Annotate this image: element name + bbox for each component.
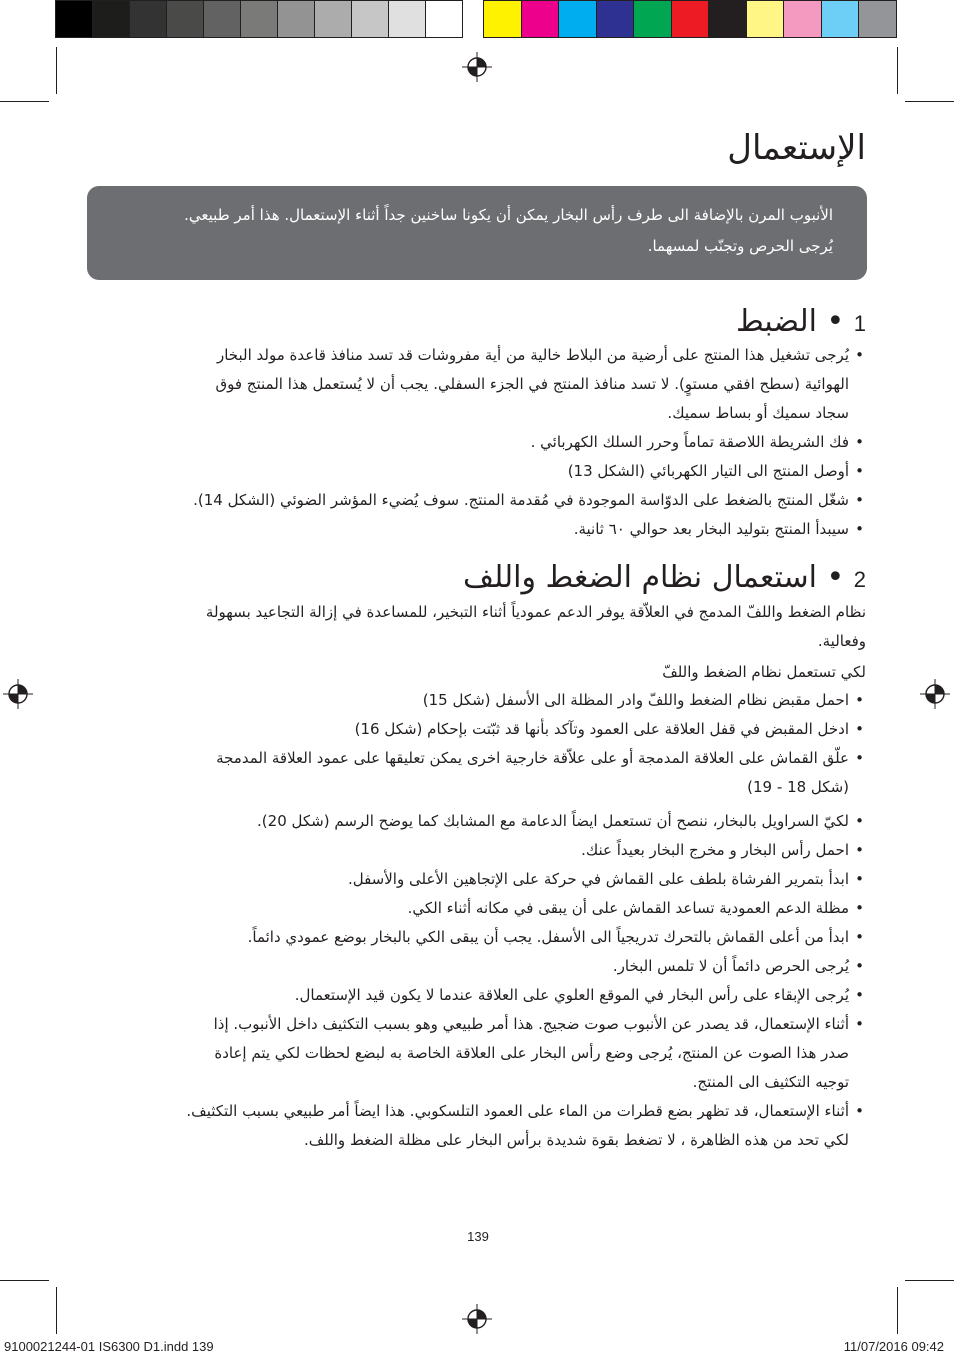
color-swatch — [596, 0, 635, 38]
list-item-line: • أثناء الإستعمال، قد تظهر بضع قطرات من الماء على العمود التلسكوبي. هذا ايضاً أمر طبيعي بسبب التكثيف. — [186, 1102, 849, 1120]
color-swatch — [166, 0, 204, 38]
registration-mark-icon — [462, 1304, 492, 1334]
list-item-line: لكي تحد من هذه الظاهرة ، لا تضغط بقوة شديدة برأس البخار على مظلة الضغط واللف. — [303, 1131, 849, 1149]
crop-mark — [897, 1287, 898, 1334]
process-color-bar — [483, 0, 896, 40]
color-swatch — [425, 0, 463, 38]
list-item-line: • مظلة الدعم العمودية تساعد القماش على أن يبقى في مكانه أثناء الكي. — [407, 899, 849, 917]
list-item — [186, 981, 864, 1010]
list-item-line: • احمل رأس البخار و مخرج البخار بعيداً عنك. — [581, 841, 849, 859]
list-item-line: • ابدأ من أعلى القماش بالتحرك تدريجياً الى الأسفل. يجب أن يبقى الكي بالبخار بوضع عمودي دائماً. — [247, 928, 849, 946]
list-item-line: • يُرجى تشغيل هذا المنتج على أرضية من البلاط خالية من أية مفروشات قد تسد منافذ قاعدة مولد البخار — [216, 346, 849, 364]
list-item-line: • أوصل المنتج الى التيار الكهربائي (الشكل 13) — [567, 462, 849, 480]
intro-subheading: لكي تستعمل نظام الضغط واللفّ — [662, 663, 866, 681]
crop-mark — [0, 1280, 49, 1281]
list-item — [186, 836, 864, 865]
registration-mark-icon — [462, 52, 492, 82]
list-item-line: • فك الشريطة اللاصقة تماماً وحرر السلك الكهربائي . — [530, 433, 849, 451]
section-number: 1 — [853, 311, 866, 336]
note-line: يُرجى الحرص وتجنّب لمسهما. — [647, 237, 833, 255]
list-item — [216, 744, 864, 802]
color-swatch — [858, 0, 897, 38]
intro-paragraph: وفعالية. — [817, 632, 866, 650]
list-item — [186, 1097, 864, 1155]
list-item-line: • شغّل المنتج بالضغط على الدوّاسة الموجودة في مُقدمة المنتج. سوف يُضيء المؤشر الضوئي (الشكل 14). — [193, 491, 849, 509]
section-number: 2 — [853, 567, 866, 592]
color-swatch — [129, 0, 167, 38]
list-item — [193, 457, 864, 486]
list-item — [186, 952, 864, 981]
list-item-line: • ادخل المقبض في قفل العلاقة على العمود وتآكد بأنها قد ثبّتت بإحكام (شكل 16) — [354, 720, 849, 738]
color-swatch — [483, 0, 522, 38]
list-item — [186, 807, 864, 836]
crop-mark — [56, 1287, 57, 1334]
crop-mark — [56, 47, 57, 94]
list-item-line: صدر هذا الصوت عن المنتج، يُرجى وضع رأس البخار على العلاقة الخاصة به لبضع لحظات لكي يتم إعادة — [214, 1044, 849, 1062]
color-swatch — [92, 0, 130, 38]
section-heading-setup: 1 • الضبط — [735, 304, 866, 339]
color-swatch — [314, 0, 352, 38]
note-line: الأنبوب المرن بالإضافة الى طرف رأس البخار يمكن أن يكونا ساخنين جداً أثناء الإستعمال. هذا أمر طبيعي. — [184, 206, 833, 224]
list-item-line: • يُرجى الإبقاء على رأس البخار في الموقع العلوي على العلاقة عندما لا يكون قيد الإستعمال. — [294, 986, 849, 1004]
color-swatch — [783, 0, 822, 38]
color-swatch — [746, 0, 785, 38]
list-item-line: توجيه التكثيف الى المنتج. — [692, 1073, 849, 1091]
list-item — [193, 515, 864, 544]
crop-mark — [897, 47, 898, 94]
color-swatch — [633, 0, 672, 38]
file-slug: 9100021244-01 IS6300 D1.indd 139 — [4, 1339, 214, 1354]
press-steps-list — [216, 686, 864, 802]
usage-tips-list — [186, 807, 864, 1155]
list-item-line: الهوائية (سطح افقي مستوٍ). لا تسد منافذ المنتج في الجزء السفلي. يجب أن لا يُستعمل هذا المنتج فوق — [215, 375, 849, 393]
color-swatch — [277, 0, 315, 38]
color-swatch — [240, 0, 278, 38]
registration-mark-icon — [3, 679, 33, 709]
color-swatch — [351, 0, 389, 38]
color-swatch — [203, 0, 241, 38]
color-swatch — [521, 0, 560, 38]
color-swatch — [388, 0, 426, 38]
list-item — [186, 865, 864, 894]
page-title: الإستعمال — [727, 128, 866, 168]
list-item-line: • لكيّ السراويل بالبخار، ننصح أن تستعمل ايضاً الدعامة مع المشابك كما يوضح الرسم (شكل 20). — [257, 812, 849, 830]
registration-mark-icon — [920, 679, 950, 709]
list-item — [216, 686, 864, 715]
list-item — [193, 428, 864, 457]
crop-mark — [905, 101, 954, 102]
list-item — [186, 923, 864, 952]
list-item-line: • أثناء الإستعمال، قد يصدر عن الأنبوب صوت ضجيج. هذا أمر طبيعي وهو بسبب التكثيف داخل الأنبوب. إذا — [213, 1015, 849, 1033]
list-item-line: • احمل مقبض نظام الضغط واللفّ وادر المظلة الى الأسفل (شكل 15) — [422, 691, 849, 709]
setup-steps-list — [193, 341, 864, 544]
list-item-line: سجاد سميك أو بساط سميك. — [667, 404, 849, 422]
list-item-line: • يُرجى الحرص دائماً أن لا تلمس البخار. — [612, 957, 849, 975]
crop-mark — [905, 1280, 954, 1281]
list-item — [186, 894, 864, 923]
intro-paragraph: نظام الضغط واللفّ المدمج في العلاّقة يوفر الدعم عمودياً أثناء التبخير، للمساعدة في إزالة التجاعيد بسهولة — [205, 603, 866, 621]
page-number: 139 — [467, 1229, 489, 1244]
color-swatch — [55, 0, 93, 38]
list-item — [193, 486, 864, 515]
list-item-line: (شكل 18 - 19) — [747, 778, 849, 796]
date-slug: 11/07/2016 09:42 — [843, 1339, 944, 1354]
list-item — [216, 715, 864, 744]
section-heading-press-system: 2 • استعمال نظام الضغط واللف — [463, 560, 866, 595]
list-item — [186, 1010, 864, 1097]
color-swatch — [671, 0, 710, 38]
list-item-line: • سيبدأ المنتج بتوليد البخار بعد حوالي ٦٠ ثانية. — [573, 520, 849, 538]
section-title: استعمال نظام الضغط واللف — [463, 560, 817, 595]
color-swatch — [821, 0, 860, 38]
list-item — [193, 341, 864, 428]
crop-mark — [0, 101, 49, 102]
color-swatch — [708, 0, 747, 38]
list-item-line: • ابدأ بتمرير الفرشاة بلطف على القماش في حركة على الإتجاهين الأعلى والأسفل. — [347, 870, 849, 888]
warning-note — [87, 186, 867, 280]
color-swatch — [558, 0, 597, 38]
list-item-line: • علّق القماش على العلاقة المدمجة أو على علاّقة خارجية اخرى يمكن تعليقها على عمود العلاقة المدمجة — [216, 749, 849, 767]
grayscale-color-bar — [55, 0, 462, 40]
section-title: الضبط — [735, 304, 817, 339]
